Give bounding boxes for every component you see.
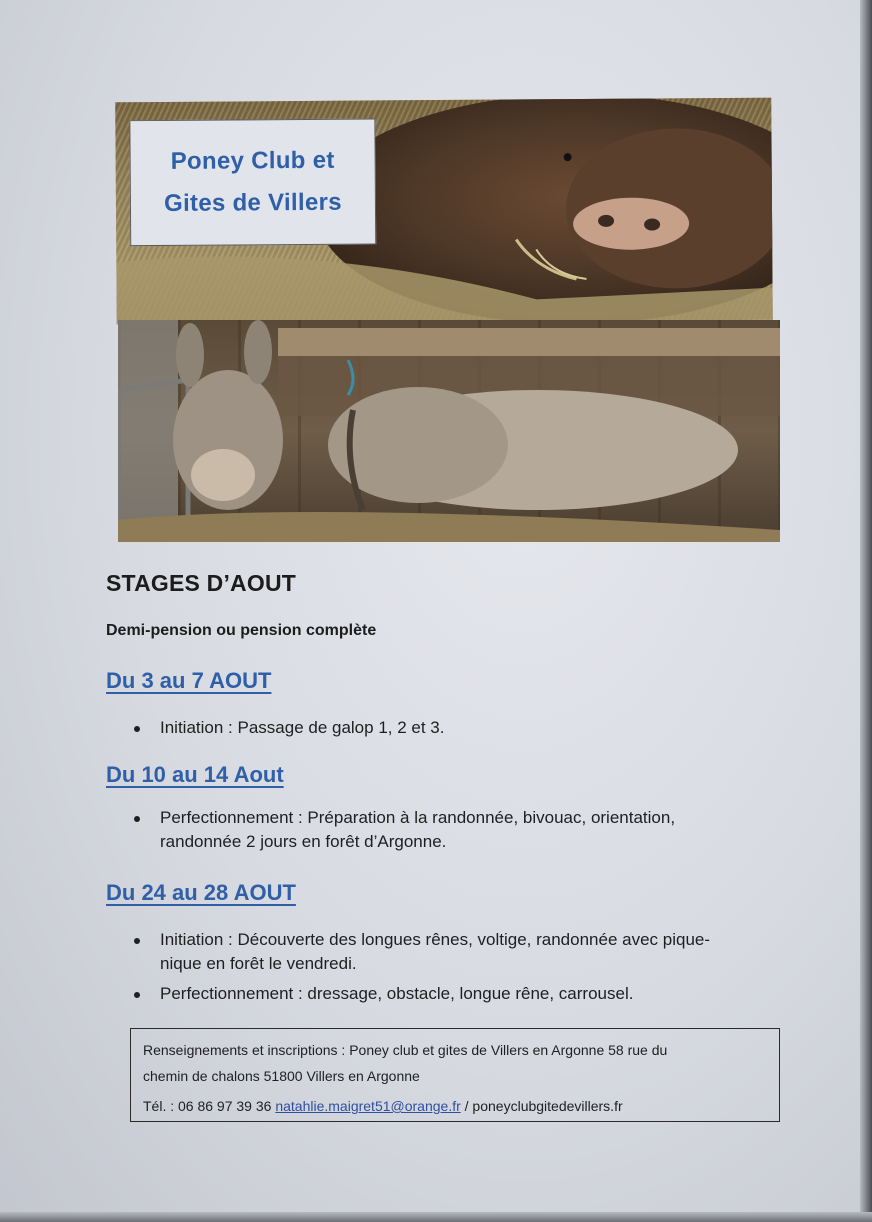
photo-highland-cow xyxy=(115,98,773,325)
contact-website: / poneyclubgitedevillers.fr xyxy=(460,1098,623,1114)
contact-phone: Tél. : 06 86 97 39 36 xyxy=(143,1098,272,1114)
donkey-illustration xyxy=(118,320,780,542)
contact-line-1: Renseignements et inscriptions : Poney club et gites de Villers en Argonne 58 rue du xyxy=(143,1042,668,1058)
session-3-item-2: Perfectionnement : dressage, obstacle, longue rêne, carrousel. xyxy=(134,982,734,1006)
session-2-list xyxy=(134,806,734,860)
session-2-period: Du 10 au 14 Aout xyxy=(106,762,284,787)
club-title-line2: Gites de Villers xyxy=(163,188,342,217)
background-edge-bottom xyxy=(0,1212,872,1222)
contact-email-link[interactable]: natahlie.maigret51@orange.fr xyxy=(275,1098,461,1114)
session-1-list xyxy=(134,716,734,746)
page-subheading: Demi-pension ou pension complète xyxy=(106,622,377,639)
session-1-item-1: Initiation : Passage de galop 1, 2 et 3. xyxy=(134,716,734,740)
photo-donkey xyxy=(118,320,780,542)
session-3-period: Du 24 au 28 AOUT xyxy=(106,880,296,905)
contact-info-box xyxy=(130,1028,780,1122)
session-1-period: Du 3 au 7 AOUT xyxy=(106,668,272,693)
session-2-item-1: Perfectionnement : Préparation à la randonnée, bivouac, orientation, randonnée 2 jours en forêt d’Argonne. xyxy=(134,806,734,854)
page-heading: STAGES D’AOUT xyxy=(106,570,297,596)
club-title-line1: Poney Club et xyxy=(170,146,335,175)
session-3-list xyxy=(134,928,734,1012)
background-edge xyxy=(860,0,872,1222)
contact-line-3 xyxy=(143,1097,767,1115)
session-3-item-1: Initiation : Découverte des longues rênes, voltige, randonnée avec pique-nique en forêt le vendredi. xyxy=(134,928,734,976)
club-title-box xyxy=(129,118,376,246)
contact-line-2: chemin de chalons 51800 Villers en Argonne xyxy=(143,1068,420,1084)
